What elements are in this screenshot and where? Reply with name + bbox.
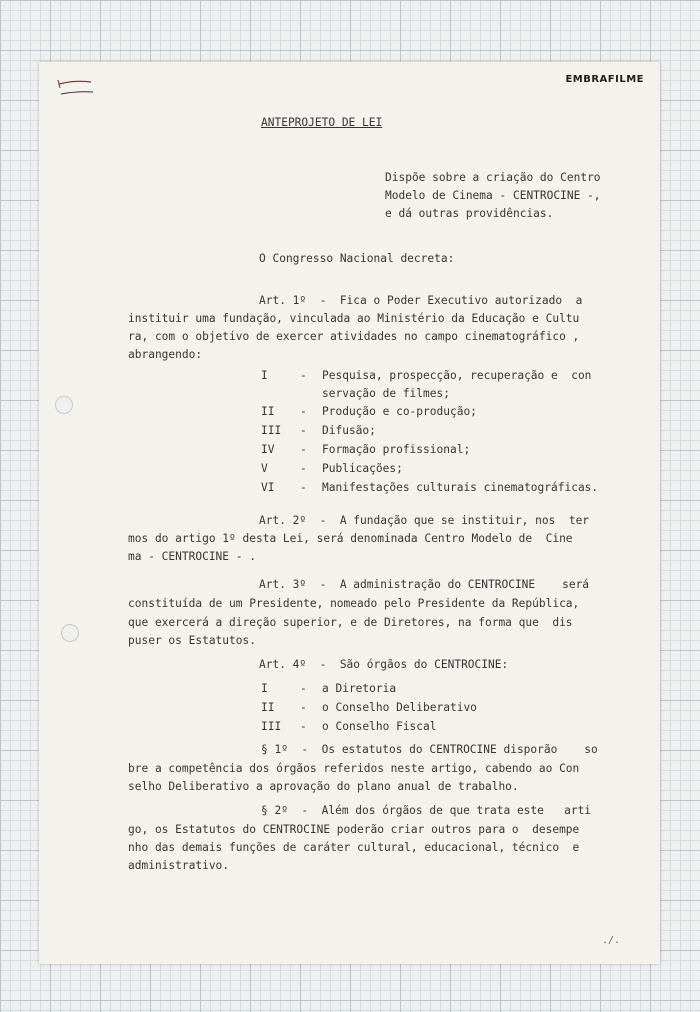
- continuation-mark: ./.: [601, 935, 620, 946]
- art1-item-text: Manifestações culturais cinematográficas.: [322, 481, 599, 494]
- art4-par1-line: selho Deliberativo a aprovação do plano anual de trabalho.: [128, 780, 519, 793]
- art4-item-text: a Diretoria: [322, 682, 397, 695]
- art1-line: Art. 1º - Fica o Poder Executivo autorizado a: [259, 294, 583, 307]
- art3-line: que exercerá a direção superior, e de Diretores, na forma que dis: [128, 616, 573, 629]
- art4-par2-line: administrativo.: [128, 859, 230, 872]
- art3-line: puser os Estatutos.: [128, 634, 256, 647]
- art1-item-dash: -: [300, 481, 307, 494]
- art4-par1-line: bre a competência dos órgãos referidos neste artigo, cabendo ao Con: [128, 762, 580, 775]
- art1-line: instituir uma fundação, vinculada ao Ministério da Educação e Cultu: [128, 312, 580, 325]
- ementa-line: e dá outras providências.: [385, 207, 554, 220]
- ementa-line: Modelo de Cinema - CENTROCINE -,: [385, 189, 601, 202]
- art1-item-text: Formação profissional;: [322, 443, 471, 456]
- art1-item-text: Pesquisa, prospecção, recuperação e con: [322, 369, 592, 382]
- art3-line: Art. 3º - A administração do CENTROCINE será: [259, 578, 590, 591]
- art2-line: Art. 2º - A fundação que se instituir, nos ter: [259, 514, 590, 527]
- art1-item-dash: -: [300, 369, 307, 382]
- art4-par2-line: go, os Estatutos do CENTROCINE poderão criar outros para o desempe: [128, 823, 580, 836]
- art1-line: ra, com o objetivo de exercer atividades no campo cinematográfico ,: [128, 330, 580, 343]
- art4-head: Art. 4º - São órgãos do CENTROCINE:: [259, 658, 509, 671]
- document-title: ANTEPROJETO DE LEI: [261, 116, 383, 129]
- art4-item-dash: -: [300, 720, 307, 733]
- art4-item-dash: -: [300, 682, 307, 695]
- art1-item-dash: -: [300, 462, 307, 475]
- decree-line: O Congresso Nacional decreta:: [259, 252, 455, 265]
- art4-item-text: o Conselho Deliberativo: [322, 701, 477, 714]
- art2-line: mos do artigo 1º desta Lei, será denominada Centro Modelo de Cine: [128, 532, 573, 545]
- art1-line: abrangendo:: [128, 348, 203, 361]
- brand-header: EMBRAFILME: [565, 74, 644, 85]
- art4-par1-line: § 1º - Os estatutos do CENTROCINE disporão so: [261, 743, 598, 756]
- art2-line: ma - CENTROCINE - .: [128, 550, 256, 563]
- art1-item-text: Difusão;: [322, 424, 376, 437]
- art1-item-dash: -: [300, 405, 307, 418]
- art4-par2-line: § 2º - Além dos órgãos de que trata este arti: [261, 804, 592, 817]
- art1-item-number: III: [261, 424, 282, 437]
- art4-item-number: II: [261, 701, 275, 714]
- art1-item-dash: -: [300, 443, 307, 456]
- art1-item-number: I: [261, 369, 268, 382]
- art4-item-number: III: [261, 720, 282, 733]
- document-body: [39, 62, 660, 964]
- art1-item-number: II: [261, 405, 275, 418]
- art1-item-number: IV: [261, 443, 275, 456]
- art1-item-number: V: [261, 462, 268, 475]
- art1-item-text: Produção e co-produção;: [322, 405, 477, 418]
- art4-item-number: I: [261, 682, 268, 695]
- art1-item-text: Publicações;: [322, 462, 403, 475]
- art1-item-text: servação de filmes;: [322, 387, 450, 400]
- art1-item-number: VI: [261, 481, 275, 494]
- ementa-line: Dispõe sobre a criação do Centro: [385, 171, 601, 184]
- art1-item-dash: -: [300, 424, 307, 437]
- art4-item-dash: -: [300, 701, 307, 714]
- art4-par2-line: nho das demais funções de caráter cultural, educacional, técnico e: [128, 841, 580, 854]
- art4-item-text: o Conselho Fiscal: [322, 720, 437, 733]
- art3-line: constituída de um Presidente, nomeado pelo Presidente da República,: [128, 597, 580, 610]
- document-page: [39, 62, 660, 964]
